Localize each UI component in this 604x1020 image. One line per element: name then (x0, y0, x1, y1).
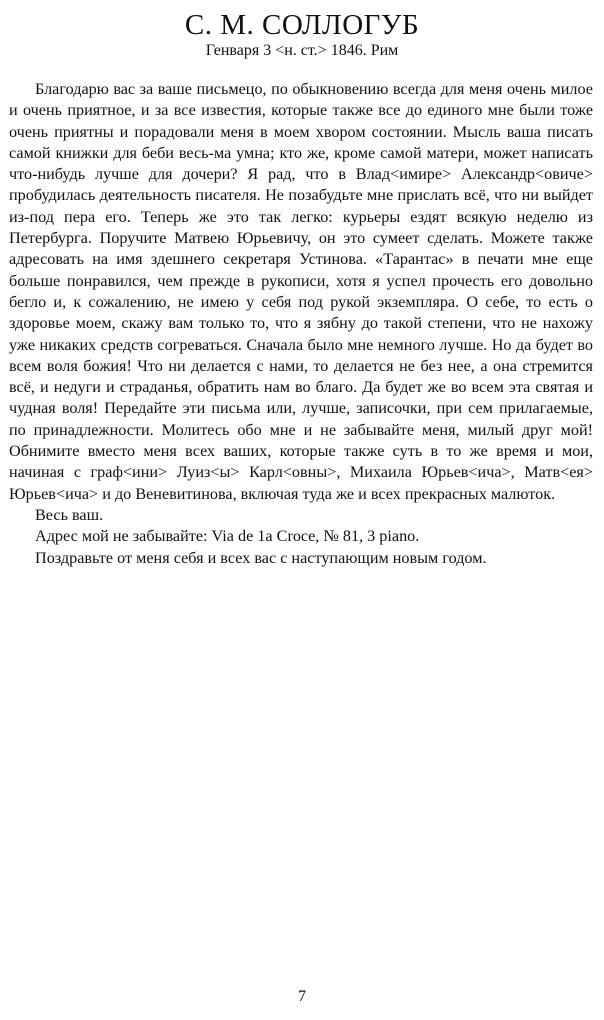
page-number: 7 (298, 988, 306, 1005)
letter-body (9, 79, 593, 569)
letter-address-line: Адрес мой не забывайте: Via de 1a Croce, № 81, 3 piano. (35, 527, 420, 546)
letter-recipient-heading: С. М. СОЛЛОГУБ (184, 9, 420, 41)
letter-dateline: Генваря 3 <н. ст.> 1846. Рим (205, 42, 399, 59)
letter-postscript: Поздравьте от меня себя и всех вас с наступающим новым годом. (35, 548, 487, 567)
letter-paragraph: Благодарю вас за ваше письмецо, по обыкновению всегда для меня очень милое и очень приятное, и за все известия, которые также все до единого мне были тоже очень приятны и порадовали меня в моем хвором состоянии. Мысль ваша писать самой книжки для беби весь-ма умна; кто же, кроме самой матери, может написать что-нибудь лучше для дочери? Я рад, что в Влад<имире> Александр<овиче> пробудилась деятельность писателя. Не позабудьте мне прислать всё, что ни выйдет из-под пера его. Теперь же это так легко: курьеры ездят всякую неделю из Петербурга. Поручите Матвею Юрьевичу, он это сумеет сделать. Можете также адресовать на имя здешнего секретаря Устинова. «Тарантас» в печати мне еще больше понравился, чем прежде в рукописи, хотя я успел прочесть его довольно бегло и, к сожалению, не имею у себя под рукой экземпляра. О себе, то есть о здоровье моем, скажу вам только то, что я зябну до такой степени, что не нахожу уже никаких средств согреваться. Сначала было мне немного лучше. Но да будет во всем воля божия! Что ни делается с нами, то делается не без нее, а она стремится всё, и недуги и страданья, обратить нам во благо. Да будет же во всем эта святая и чудная воля! Передайте эти письма или, лучше, записочки, при сем прилагаемые, по принадлежности. Молитесь обо мне и не забывайте меня, милый друг мой! Обнимите вместо меня всех ваших, которые также суть в то же время и мои, начиная с граф<ини> Луиз<ы> Карл<овны>, Михаила Юрьев<ича>, Матв<ея> Юрьев<ича> и до Веневитинова, включая туда же и всех прекрасных малюток. (9, 80, 593, 503)
letter-closing: Весь ваш. (35, 505, 104, 524)
